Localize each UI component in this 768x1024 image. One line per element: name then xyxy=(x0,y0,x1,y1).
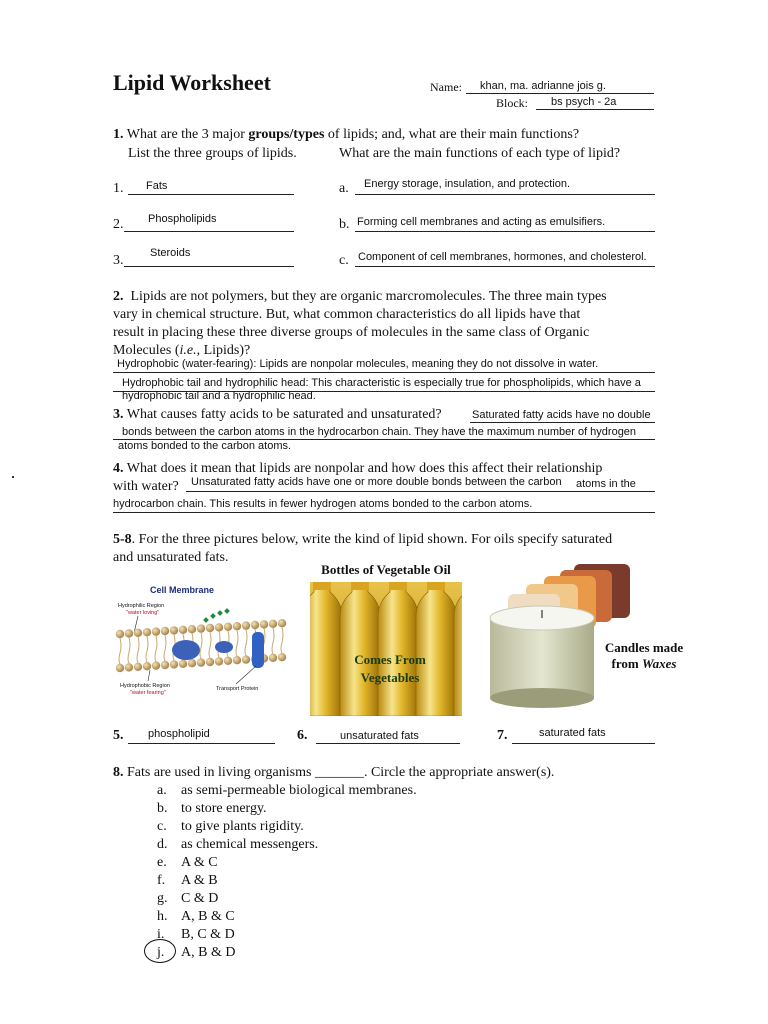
q8-option-letter: d. xyxy=(157,837,168,852)
phospholipid-tail xyxy=(281,627,283,653)
hydrophobic-sub: "water fearing" xyxy=(130,690,166,696)
phospholipid-head xyxy=(215,623,223,631)
candles-caption-1: Candles made xyxy=(604,640,684,655)
oil-overlay-2: Vegetables xyxy=(360,670,420,685)
q8-option-text: to store energy. xyxy=(181,801,267,816)
phospholipid-head xyxy=(125,629,133,637)
q8-option[interactable] xyxy=(157,818,417,836)
q4-number: 4. xyxy=(113,461,124,476)
q8-option-letter: e. xyxy=(157,855,167,870)
cell-membrane-figure xyxy=(108,578,294,706)
oil-bottle xyxy=(310,582,342,716)
q8-option-text: as semi-permeable biological membranes. xyxy=(181,783,417,798)
phospholipid-head xyxy=(260,620,268,628)
phospholipid-head xyxy=(224,623,232,631)
answer-6-number: 6. xyxy=(297,728,308,743)
phospholipid-head xyxy=(179,660,187,668)
function-answer-c[interactable]: Component of cell membranes, hormones, and cholesterol. xyxy=(358,251,647,263)
q2-answer-1[interactable]: Hydrophobic (water-fearing): Lipids are nonpolar molecules, meaning they do not dissolve in water. xyxy=(117,358,599,370)
q8-option-text: A, B & D xyxy=(181,945,236,960)
q8-option[interactable] xyxy=(157,872,417,890)
q8-option-text: A & C xyxy=(181,855,218,870)
membrane-title: Cell Membrane xyxy=(150,585,215,595)
q8-option-text: B, C & D xyxy=(181,927,235,942)
q8-option-letter: g. xyxy=(157,891,168,906)
function-line-a xyxy=(355,194,655,195)
group-answer-3[interactable]: Steroids xyxy=(150,247,191,259)
answer-6-line xyxy=(316,743,460,744)
q5-8-number: 5-8 xyxy=(113,532,132,547)
q3-answer-1[interactable]: Saturated fatty acids have no double xyxy=(472,409,651,421)
group-marker-3: 3. xyxy=(113,253,124,268)
phospholipid-head xyxy=(116,630,124,638)
phospholipid-tail xyxy=(164,635,166,661)
q8-options xyxy=(157,782,417,962)
hydrophilic-sub: "water loving" xyxy=(126,610,160,616)
q1-text-bold: groups/types xyxy=(248,127,325,142)
oil-bottle-cap xyxy=(427,582,445,590)
q2-line4-post: , Lipids)? xyxy=(196,343,251,358)
oil-bottle xyxy=(340,582,380,716)
q8-option-letter: b. xyxy=(157,801,168,816)
q2-line1: Lipids are not polymers, but they are organic marcromolecules. The three main types xyxy=(130,289,607,304)
function-line-c xyxy=(355,266,655,267)
phospholipid-head xyxy=(269,654,277,662)
q8-option-letter: c. xyxy=(157,819,167,834)
q3-answer-2[interactable]: bonds between the carbon atoms in the hydrocarbon chain. They have the maximum number of hydrogen xyxy=(122,426,637,438)
phospholipid-head xyxy=(206,624,214,632)
block-label: Block: xyxy=(496,96,528,110)
q2-number: 2. xyxy=(113,289,124,304)
q8-option[interactable] xyxy=(157,908,417,926)
q8-option[interactable] xyxy=(157,890,417,908)
function-answer-b[interactable]: Forming cell membranes and acting as emulsifiers. xyxy=(357,216,606,228)
phospholipid-head xyxy=(188,659,196,667)
q8-option[interactable] xyxy=(157,926,417,944)
vegetable-oil-photo xyxy=(310,582,462,716)
hydrophilic-label: Hydrophilic Region xyxy=(118,603,165,609)
phospholipid-head xyxy=(170,660,178,668)
candles-caption xyxy=(594,640,694,672)
phospholipid-head xyxy=(224,657,232,665)
phospholipid-tail xyxy=(128,637,130,663)
phospholipid-head xyxy=(134,629,142,637)
q2-line3: result in placing these three diverse groups of molecules in the same class of Organic xyxy=(113,325,590,340)
phospholipid-tail xyxy=(155,636,157,662)
candles-caption-2-pre: from xyxy=(611,656,642,671)
q8-option-letter: i. xyxy=(157,927,165,942)
q5-8-line1: . For the three pictures below, write the kind of lipid shown. For oils specify saturated xyxy=(131,532,613,547)
q8-option-text: A & B xyxy=(181,873,218,888)
phospholipid-head xyxy=(143,628,151,636)
block-value[interactable]: bs psych - 2a xyxy=(551,96,617,108)
q8-number: 8. xyxy=(113,765,124,780)
function-line-b xyxy=(355,231,655,232)
function-answer-a[interactable]: Energy storage, insulation, and protection. xyxy=(364,178,571,190)
cell-membrane-illustration xyxy=(108,578,294,706)
q1-text-pre: What are the 3 major xyxy=(126,127,249,142)
phospholipid-head xyxy=(269,620,277,628)
oil-caption: Bottles of Vegetable Oil xyxy=(321,562,451,577)
group-marker-1: 1. xyxy=(113,181,124,196)
q2-line-a xyxy=(113,372,655,373)
page-title: Lipid Worksheet xyxy=(113,70,271,95)
candles-caption-2-ital: Waxes xyxy=(642,656,677,671)
q8-text: Fats are used in living organisms _______. Circle the appropriate answer(s). xyxy=(127,765,555,780)
phospholipid-head xyxy=(188,625,196,633)
answer-6[interactable]: unsaturated fats xyxy=(340,730,419,742)
q8-option-text: as chemical messengers. xyxy=(181,837,319,852)
q8-option-text: A, B & C xyxy=(181,909,235,924)
phospholipid-head xyxy=(278,653,286,661)
phospholipid-head xyxy=(242,621,250,629)
answer-5-line xyxy=(128,743,275,744)
q5-8-line2: and unsaturated fats. xyxy=(113,550,229,565)
phospholipid-tail xyxy=(236,630,238,656)
q8-option[interactable] xyxy=(157,800,417,818)
q2-line4-ital: i.e. xyxy=(179,343,197,358)
q3-prompt xyxy=(113,406,442,424)
phospholipid-head xyxy=(143,662,151,670)
phospholipid-head xyxy=(152,661,160,669)
q4-answer-1[interactable]: Unsaturated fatty acids have one or more double bonds between the carbon xyxy=(191,476,562,488)
phospholipid-tail xyxy=(200,633,202,659)
oil-bottle-cap xyxy=(351,582,369,590)
answer-circle xyxy=(144,939,176,963)
block-underline xyxy=(536,109,654,110)
q8-option[interactable] xyxy=(157,836,417,854)
phospholipid-head xyxy=(278,619,286,627)
phospholipid-tail xyxy=(137,637,139,663)
q2-line4-pre: Molecules ( xyxy=(113,343,180,358)
oil-bottle xyxy=(416,582,456,716)
phospholipid-tail xyxy=(119,638,121,664)
function-marker-b: b. xyxy=(339,217,350,232)
q1-sub-right: What are the main functions of each type of lipid? xyxy=(339,146,621,161)
phospholipid-head xyxy=(125,663,133,671)
group-answer-2[interactable]: Phospholipids xyxy=(148,213,217,225)
phospholipid-head xyxy=(251,621,259,629)
answer-5-number: 5. xyxy=(113,728,124,743)
q4-line-b xyxy=(113,512,655,513)
q8-option-text: C & D xyxy=(181,891,219,906)
q1-number: 1. xyxy=(113,127,124,142)
phospholipid-head xyxy=(233,622,241,630)
q3-answer-3[interactable]: atoms bonded to the carbon atoms. xyxy=(118,440,292,452)
q8-option-letter: f. xyxy=(157,873,166,888)
answer-7-line xyxy=(512,743,655,744)
q8-option[interactable] xyxy=(157,854,417,872)
function-marker-a: a. xyxy=(339,181,349,196)
group-answer-1[interactable]: Fats xyxy=(146,180,168,192)
name-underline xyxy=(466,93,654,94)
function-marker-c: c. xyxy=(339,253,349,268)
group-line-3 xyxy=(124,266,294,267)
phospholipid-head xyxy=(197,624,205,632)
stray-mark xyxy=(12,476,14,478)
hydrophobic-label: Hydrophobic Region xyxy=(120,683,170,689)
q2-prompt xyxy=(113,288,673,360)
phospholipid-head xyxy=(134,663,142,671)
phospholipid-tail xyxy=(245,630,247,656)
q4-answer-1b[interactable]: atoms in the xyxy=(576,478,636,490)
q3-number: 3. xyxy=(113,407,124,422)
q2-answer-2[interactable]: Hydrophobic tail and hydrophilic head: This characteristic is especially true for phospholipids, which have a xyxy=(122,377,641,389)
oil-bottle xyxy=(378,582,418,716)
q4-line1: What does it mean that lipids are nonpolar and how does this affect their relationship xyxy=(126,461,603,476)
answer-7-number: 7. xyxy=(497,728,508,743)
phospholipid-head xyxy=(170,626,178,634)
oil-bottle-cap xyxy=(389,582,407,590)
oil-overlay-1: Comes From xyxy=(354,652,426,667)
q1-prompt xyxy=(113,126,673,144)
phospholipid-head xyxy=(161,661,169,669)
oil-bottles-illustration xyxy=(310,582,462,716)
group-line-2 xyxy=(124,231,294,232)
phospholipid-head xyxy=(242,655,250,663)
q1-text-post: of lipids; and, what are their main functions? xyxy=(324,127,580,142)
q8-option-letter: j. xyxy=(157,945,165,960)
q8-option[interactable] xyxy=(157,782,417,800)
q4-line2: with water? xyxy=(113,479,179,494)
q8-option-selected[interactable] xyxy=(157,944,417,962)
phospholipid-tail xyxy=(146,636,148,662)
q2-line2: vary in chemical structure. But, what common characteristics do all lipids have that xyxy=(113,307,581,322)
group-marker-2: 2. xyxy=(113,217,124,232)
q1-sub-left: List the three groups of lipids. xyxy=(128,146,297,161)
name-value[interactable]: khan, ma. adrianne jois g. xyxy=(480,80,606,92)
phospholipid-head xyxy=(152,627,160,635)
q8-option-letter: h. xyxy=(157,909,168,924)
q4-line-a xyxy=(186,491,655,492)
candles-illustration xyxy=(482,560,632,710)
group-line-1 xyxy=(128,194,294,195)
phospholipid-tail xyxy=(272,628,274,654)
phospholipid-head xyxy=(179,626,187,634)
phospholipid-head xyxy=(206,658,214,666)
q3-text: What causes fatty acids to be saturated and unsaturated? xyxy=(126,407,442,422)
phospholipid-tail xyxy=(209,632,211,658)
q2-answer-3[interactable]: hydrophobic tail and a hydrophilic head. xyxy=(122,390,316,402)
phospholipid-head xyxy=(197,658,205,666)
phospholipid-head xyxy=(233,656,241,664)
oil-bottle-cap xyxy=(313,582,331,590)
q8-option-text: to give plants rigidity. xyxy=(181,819,304,834)
answer-7[interactable]: saturated fats xyxy=(539,727,606,739)
transport-protein-label: Transport Protein xyxy=(216,686,259,692)
candles-caption-2 xyxy=(594,656,694,672)
phospholipid-head xyxy=(161,627,169,635)
q8-prompt xyxy=(113,764,673,782)
phospholipid-head xyxy=(116,664,124,672)
candles-photo xyxy=(482,560,632,710)
q8-option-letter: a. xyxy=(157,783,167,798)
answer-5[interactable]: phospholipid xyxy=(148,728,210,740)
q4-answer-2[interactable]: hydrocarbon chain. This results in fewer hydrogen atoms bonded to the carbon atoms. xyxy=(113,498,533,510)
name-label: Name: xyxy=(430,80,462,94)
phospholipid-head xyxy=(215,657,223,665)
q3-line-a xyxy=(470,422,655,423)
